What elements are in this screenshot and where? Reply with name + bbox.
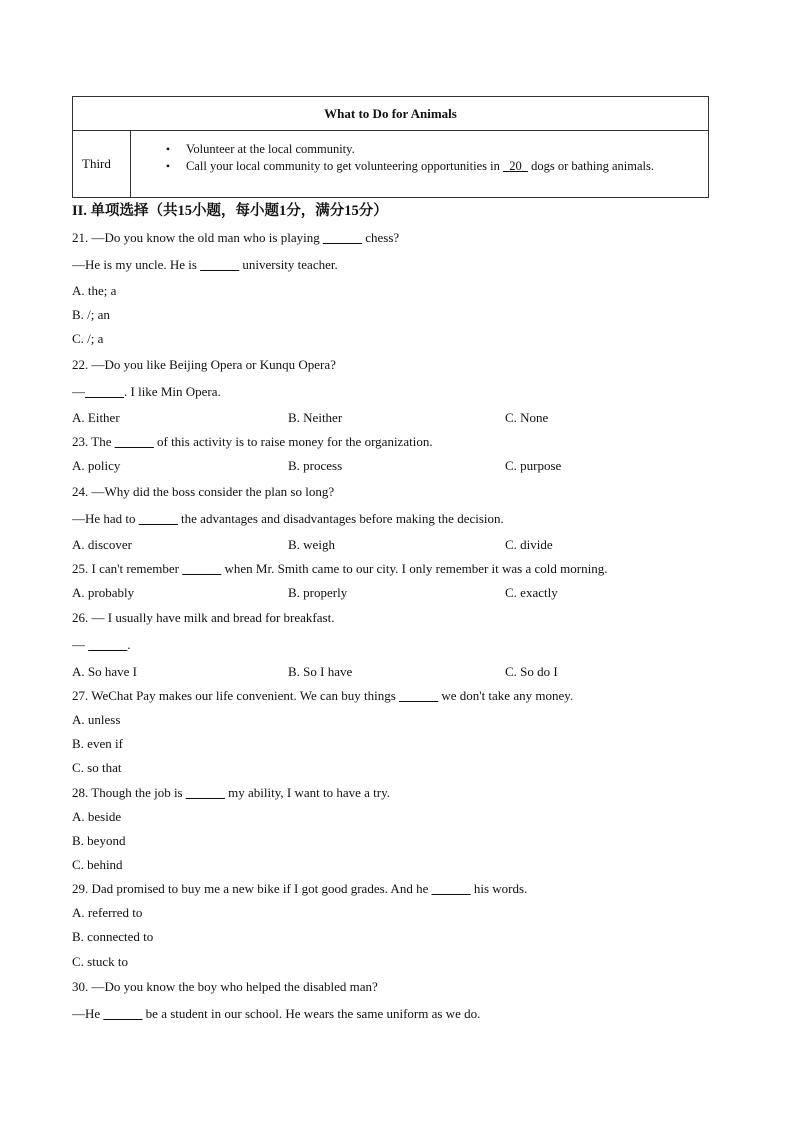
option-c: C. behind [72, 857, 123, 872]
question-reply: —He had to ______ the advantages and disadvantages before making the decision. [72, 511, 504, 526]
answer-blank [503, 159, 528, 173]
blank: ______ [185, 785, 225, 800]
options-row [72, 585, 712, 601]
question-stem: 26. — I usually have milk and bread for breakfast. [72, 610, 335, 625]
blank: ______ [114, 434, 154, 449]
option-b: B. process [288, 458, 343, 473]
table-row [73, 131, 708, 197]
blank: ______ [85, 384, 124, 399]
question-stem: 27. WeChat Pay makes our life convenient. We can buy things ______ we don't take any money. [72, 688, 574, 703]
options-row [72, 537, 712, 553]
section-heading: II. 单项选择（共15小题，每小题1分，满分15分） [72, 203, 388, 219]
question-stem: 29. Dad promised to buy me a new bike if I got good grades. And he ______ his words. [72, 881, 528, 896]
blank: ______ [88, 637, 128, 652]
option-c: C. So do I [505, 664, 558, 679]
options-row [72, 410, 712, 426]
blank: ______ [182, 561, 222, 576]
option-c: C. exactly [505, 585, 558, 600]
options-row [72, 664, 712, 680]
option-b: B. Neither [288, 410, 343, 425]
blank: ______ [431, 881, 471, 896]
option-a: A. Either [72, 410, 120, 425]
option-b: B. /; an [72, 307, 110, 322]
option-b: B. even if [72, 736, 123, 751]
option-a: A. unless [72, 712, 121, 727]
bullet-icon: • [165, 158, 171, 173]
bullet-text-after: dogs or bathing animals. [531, 158, 654, 173]
list-item [165, 141, 698, 158]
option-a: A. discover [72, 537, 132, 552]
option-c: C. /; a [72, 331, 104, 346]
blank: ______ [399, 688, 439, 703]
question-reply: —He is my uncle. He is ______ university teacher. [72, 257, 338, 272]
option-a: A. beside [72, 809, 122, 824]
answer-value: 20 [509, 158, 522, 173]
option-b: B. weigh [288, 537, 335, 552]
options-row [72, 458, 712, 474]
option-a: A. policy [72, 458, 121, 473]
bullet-text-before: Call your local community to get volunteering opportunities in [186, 158, 500, 173]
blank: ______ [322, 230, 362, 245]
option-c: C. divide [505, 537, 553, 552]
option-a: A. So have I [72, 664, 137, 679]
question-reply: — ______. [72, 637, 131, 652]
option-a: A. the; a [72, 283, 117, 298]
bullet-list [163, 141, 698, 174]
question-stem: 23. The ______ of this activity is to raise money for the organization. [72, 434, 433, 449]
option-c: C. so that [72, 760, 122, 775]
question-stem: 22. —Do you like Beijing Opera or Kunqu Opera? [72, 357, 336, 372]
option-c: C. purpose [505, 458, 562, 473]
option-c: C. stuck to [72, 954, 128, 969]
blank: ______ [103, 1006, 143, 1021]
blank: ______ [200, 257, 240, 272]
question-stem: 21. —Do you know the old man who is playing ______ chess? [72, 230, 400, 245]
option-c: C. None [505, 410, 549, 425]
option-b: B. connected to [72, 929, 154, 944]
option-a: A. referred to [72, 905, 143, 920]
option-b: B. So I have [288, 664, 353, 679]
bullet-icon: • [165, 142, 171, 156]
blank: ______ [138, 511, 178, 526]
option-b: B. properly [288, 585, 348, 600]
question-stem: 28. Though the job is ______ my ability, I want to have a try. [72, 785, 390, 800]
table-title: What to Do for Animals [73, 97, 708, 131]
row-label: Third [73, 131, 131, 197]
bullet-text: Volunteer at the local community. [186, 142, 355, 156]
row-content [131, 131, 708, 197]
option-a: A. probably [72, 585, 135, 600]
question-reply: —______. I like Min Opera. [72, 384, 221, 399]
animals-table [72, 96, 709, 198]
question-stem: 25. I can't remember ______ when Mr. Smith came to our city. I only remember it was a cold morning. [72, 561, 608, 576]
question-stem: 24. —Why did the boss consider the plan so long? [72, 484, 335, 499]
option-b: B. beyond [72, 833, 126, 848]
list-item [165, 158, 698, 175]
question-stem: 30. —Do you know the boy who helped the disabled man? [72, 979, 378, 994]
question-reply: —He ______ be a student in our school. He wears the same uniform as we do. [72, 1006, 481, 1021]
